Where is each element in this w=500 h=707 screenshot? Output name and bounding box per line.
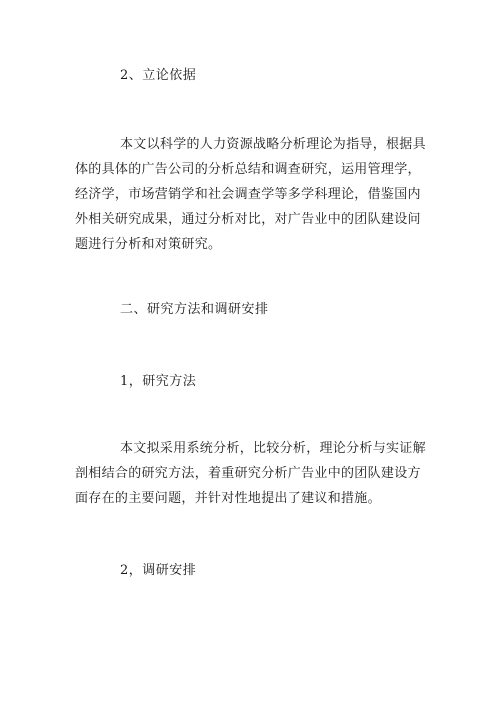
paragraph-line: 面存在的主要问题，并针对性地提出了建议和措施。 xyxy=(75,491,381,506)
paragraph-line: 题进行分析和对策研究。 xyxy=(75,237,222,252)
paragraph-line: 外相关研究成果，通过分析对比，对广告业中的团队建设问 xyxy=(75,212,421,227)
basis-paragraph xyxy=(75,132,425,257)
basis-heading: 2、立论依据 xyxy=(120,68,197,83)
methods-heading: 二、研究方法和调研安排 xyxy=(120,302,269,317)
paragraph-line: 经济学，市场营销学和社会调查学等多学科理论，借鉴国内 xyxy=(75,187,421,202)
method-sub-heading: 1，研究方法 xyxy=(120,374,197,389)
paragraph-line: 体的具体的广告公司的分析总结和调查研究，运用管理学， xyxy=(75,162,421,177)
paragraph-line: 本文拟采用系统分析，比较分析，理论分析与实证解 xyxy=(120,441,426,456)
method-paragraph xyxy=(75,436,425,511)
paragraph-line: 本文以科学的人力资源战略分析理论为指导，根据具 xyxy=(120,137,426,152)
paragraph-line: 剖相结合的研究方法，着重研究分析广告业中的团队建设方 xyxy=(75,466,421,481)
schedule-heading: 2，调研安排 xyxy=(120,563,197,578)
